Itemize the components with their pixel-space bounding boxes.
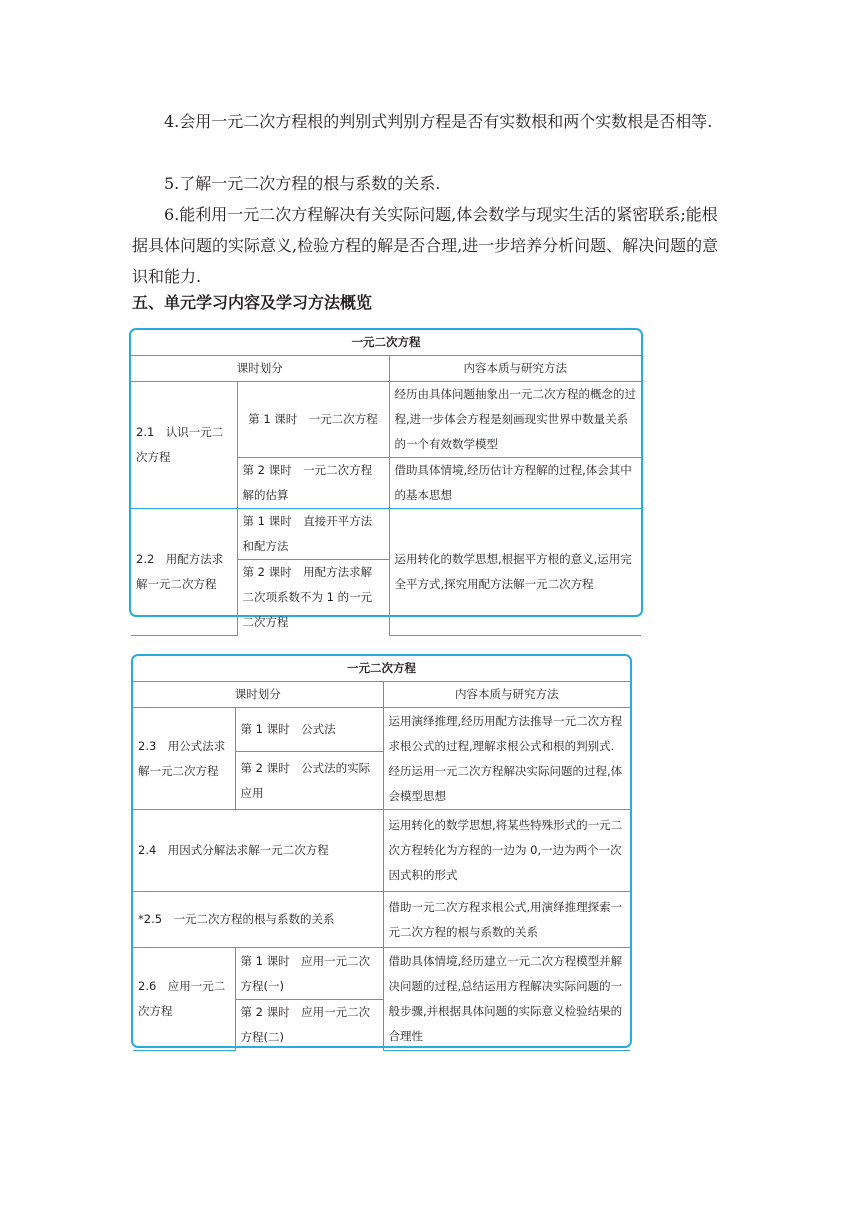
table-title: 一元二次方程 [131,330,641,356]
content-cell: 借助一元二次方程求根公式,用演绎推理探索一元二次方程的根与系数的关系 [383,892,630,948]
content-cell: 借助具体情境,经历建立一元二次方程模型并解决问题的过程,总结运用方程解决实际问题的一般步骤,并根据具体问题的实际意义检验结果的合理性 [383,948,630,1051]
lesson-cell: 第 2 课时 一元二次方程解的估算 [237,458,389,509]
table-title: 一元二次方程 [133,656,630,682]
lesson-cell: 第 1 课时 一元二次方程 [237,382,389,458]
lesson-cell: 第 1 课时 公式法 [235,708,383,752]
content-cell: 经历由具体问题抽象出一元二次方程的概念的过程,进一步体会方程是刻画现实世界中数量关系的一个有效数学模型 [389,382,641,458]
section-cell: 2.4 用因式分解法求解一元二次方程 [133,810,383,892]
objective-5: 5.了解一元二次方程的根与系数的关系. [164,174,441,193]
content-cell: 运用转化的数学思想,将某些特殊形式的一元二次方程转化为方程的一边为 0,一边为两个一次因式积的形式 [383,810,630,892]
header-lessons: 课时划分 [133,682,383,708]
section-cell: *2.5 一元二次方程的根与系数的关系 [133,892,383,948]
lesson-cell: 第 2 课时 应用一元二次方程(二) [235,1000,383,1051]
objective-6: 6.能利用一元二次方程解决有关实际问题,体会数学与现实生活的紧密联系;能根据具体问题的实际意义,检验方程的解是否合理,进一步培养分析问题、解决问题的意识和能力. [132,205,719,286]
lesson-cell: 第 1 课时 应用一元二次方程(一) [235,948,383,1000]
section-cell: 2.3 用公式法求解一元二次方程 [133,708,235,810]
header-lessons: 课时划分 [131,356,389,382]
overview-table-2 [131,654,632,1048]
section-cell: 2.1 认识一元二次方程 [131,382,237,509]
lesson-cell: 第 2 课时 用配方法求解二次项系数不为 1 的一元二次方程 [237,560,389,636]
section-cell: 2.2 用配方法求解一元二次方程 [131,509,237,636]
content-cell: 运用演绎推理,经历用配方法推导一元二次方程求根公式的过程,理解求根公式和根的判别式.经历运用一元二次方程解决实际问题的过程,体会模型思想 [383,708,630,810]
lesson-cell: 第 2 课时 公式法的实际应用 [235,752,383,810]
header-content: 内容本质与研究方法 [389,356,641,382]
section-cell: 2.6 应用一元二次方程 [133,948,235,1051]
section-heading: 五、单元学习内容及学习方法概览 [132,293,373,312]
lesson-cell: 第 1 课时 直接开平方法和配方法 [237,509,389,560]
header-content: 内容本质与研究方法 [383,682,630,708]
overview-table-1 [129,328,643,629]
objective-4: 4.会用一元二次方程根的判别式判别方程是否有实数根和两个实数根是否相等. [164,112,713,131]
content-cell: 运用转化的数学思想,根据平方根的意义,运用完全平方式,探究用配方法解一元二次方程 [389,509,641,636]
content-cell: 借助具体情境,经历估计方程解的过程,体会其中的基本思想 [389,458,641,509]
